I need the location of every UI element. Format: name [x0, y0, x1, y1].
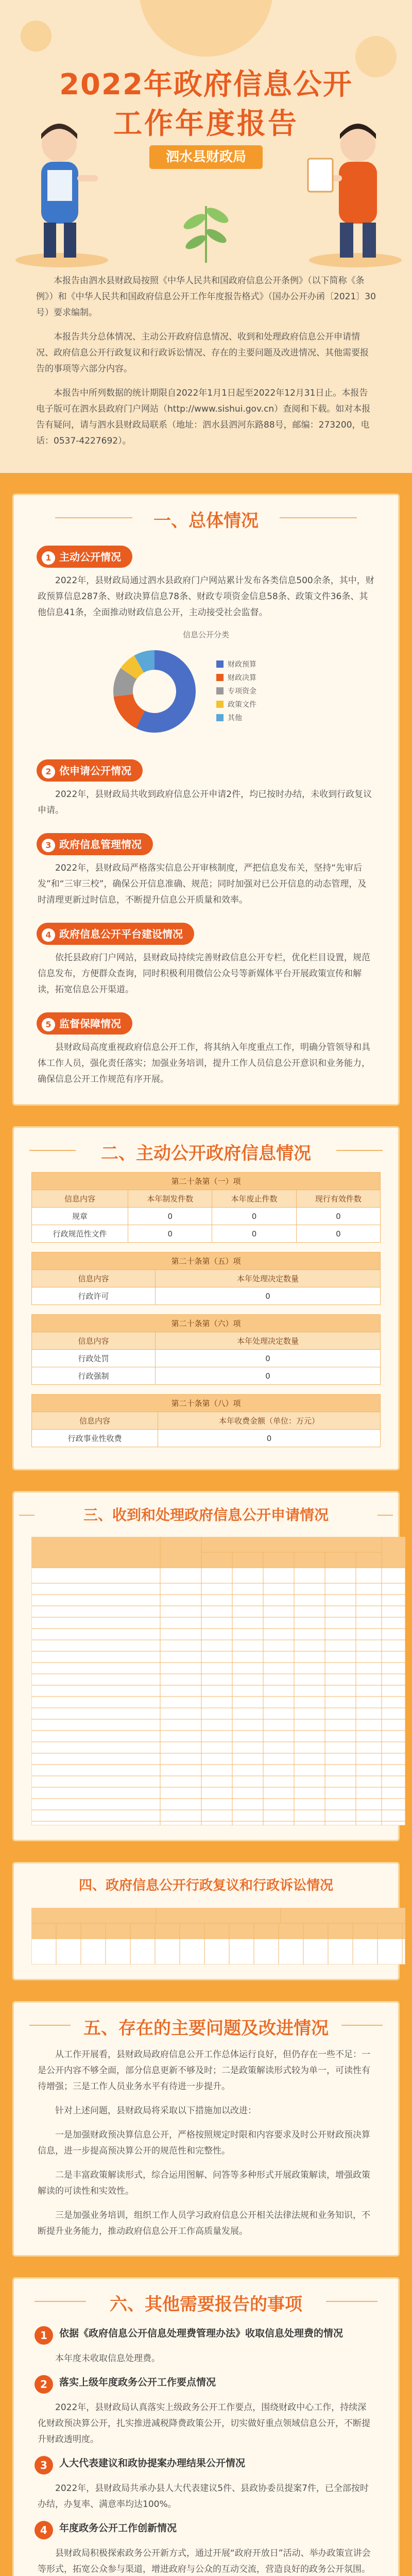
table-cell: 0 [296, 1208, 380, 1225]
bubble-decoration [21, 21, 52, 52]
disclosure-table [31, 1394, 381, 1447]
legend-label: 政策文件 [228, 701, 256, 709]
section-title: 六、其他需要报告的事项 [110, 2294, 302, 2315]
table-title: 第二十条第（五）项 [32, 1252, 381, 1270]
table-cell: 0 [158, 1430, 381, 1447]
table-row [32, 1430, 381, 1447]
section-other-matters [12, 2277, 400, 2576]
table-header: 本年处理决定数量 [155, 1270, 380, 1287]
item-number: 1 [35, 2326, 53, 2345]
subsection-pill: 1 主动公开情况 [37, 546, 132, 568]
table-cell: 行政处罚 [32, 1350, 156, 1367]
table-title: 第二十条第（一）项 [32, 1173, 381, 1190]
item-number: 4 [35, 2521, 53, 2539]
table-title: 第二十条第（八）项 [32, 1395, 381, 1412]
legend-label: 财政预算 [228, 660, 256, 669]
item-number: 3 [35, 2456, 53, 2475]
disclosure-table [31, 1172, 381, 1243]
section-title: 五、存在的主要问题及改进情况 [83, 2018, 329, 2039]
subsection-text: 县财政局高度重视政府信息公开工作，将其纳入年度重点工作，明确分管领导和具体工作人员，强化责任落实；加强业务培训，提升工作人员信息公开意识和业务能力，确保信息公开工作规范有序开展。 [38, 1042, 370, 1084]
item-title: 落实上级年度政务公开工作要点情况 [59, 2377, 216, 2388]
section-title: 二、主动公开政府信息情况 [101, 1143, 311, 1164]
applications-table [31, 1537, 405, 1825]
table-header: 本年处理决定数量 [155, 1332, 380, 1350]
subsection-pill: 5 监督保障情况 [37, 1012, 132, 1035]
table-header: 信息内容 [32, 1190, 128, 1208]
table-cell: 0 [155, 1350, 380, 1367]
problems-text: 从工作开展看，县财政局政府信息公开工作总体运行良好，但仍存在一些不足：一是公开内容不够全面，部分信息更新不够及时；二是政策解读形式较为单一，可读性有待增强；三是工作人员业务水平有待进一步提升。 [38, 2049, 370, 2092]
problems-text: 针对上述问题，县财政局将采取以下措施加以改进： [55, 2106, 256, 2116]
person-illustration-left [10, 108, 113, 268]
sun-decoration [139, 0, 273, 57]
table-cell: 0 [128, 1208, 212, 1225]
pie-chart [14, 629, 398, 745]
disclosure-tables [14, 1172, 398, 1469]
pie-title: 信息公开分类 [182, 630, 229, 639]
report-title-line1: 2022年政府信息公开 [59, 68, 353, 101]
legend-swatch [216, 701, 224, 708]
legend-swatch [216, 687, 224, 694]
disclosure-table [31, 1252, 381, 1305]
other-item [35, 2456, 377, 2475]
table-cell: 0 [296, 1225, 380, 1243]
table-title: 第二十条第（六）项 [32, 1315, 381, 1332]
subsection-pill: 3 政府信息管理情况 [37, 833, 153, 855]
table-cell: 规章 [32, 1208, 128, 1225]
intro-paragraph: 本报告共分总体情况、主动公开政府信息情况、收到和处理政府信息公开申请情况、政府信息公开行政复议和行政诉讼情况、存在的主要问题及改进情况、其他需要报告的事项等六部分内容。 [36, 332, 369, 374]
problems-text: 二是丰富政策解读形式，综合运用图解、问答等多种形式开展政策解读，增强政策解读的可读性和实效性。 [38, 2170, 370, 2196]
section-title: 三、收到和处理政府信息公开申请情况 [83, 1506, 329, 1523]
table-row [32, 1208, 381, 1225]
item-text: 2022年，县财政局认真落实上级政务公开工作要点，围绕财政中心工作，持续深化财政预决算公开，扎实推进减税降费政策公开，切实做好重点领域信息公开，不断提升财政透明度。 [38, 2402, 370, 2445]
other-item [35, 2521, 377, 2539]
table-header: 本年制发件数 [128, 1190, 212, 1208]
section-overview [12, 494, 400, 1106]
legend-label: 其他 [228, 714, 242, 722]
plant-decoration [154, 185, 258, 263]
item-title: 依据《政府信息公开信息处理费管理办法》收取信息处理费的情况 [59, 2328, 344, 2339]
table-header: 本年收费金额（单位：万元） [158, 1412, 381, 1430]
section-applications [12, 1491, 400, 1841]
table-cell: 0 [155, 1287, 380, 1305]
problems-text: 一是加强财政预决算信息公开，严格按照规定时限和内容要求及时公开财政预决算信息，进一步提高预决算公开的规范性和完整性。 [38, 2130, 370, 2156]
section-title: 四、政府信息公开行政复议和行政诉讼情况 [78, 1878, 333, 1893]
table-row [32, 1287, 381, 1305]
table-cell: 行政强制 [32, 1367, 156, 1385]
table-cell: 行政事业性收费 [32, 1430, 158, 1447]
review-litigation-table [31, 1908, 405, 1964]
table-row [32, 1367, 381, 1385]
legend-label: 财政决算 [228, 674, 256, 682]
table-header: 信息内容 [32, 1412, 158, 1430]
disclosure-table [31, 1314, 381, 1385]
report-subtitle: 泗水县财政局 [149, 145, 263, 169]
section-review-litigation [12, 1862, 400, 1980]
subsection-pill: 4 政府信息公开平台建设情况 [37, 923, 194, 945]
subsection-text: 2022年，县财政局共收到政府信息公开申请2件，均已按时办结，未收到行政复议申请。 [38, 789, 372, 816]
intro-paragraph: 本报告中所列数据的统计期限自2022年1月1日起至2022年12月31日止。本报告电子版可在泗水县政府门户网站（http://www.sishui.gov.cn）查阅和下载。如对本报告有疑问，请与泗水县财政局联系（地址：泗水县泗河东路88号，邮编：273200，电话：0537-4227692）。 [36, 388, 371, 446]
subsection-pill: 2 依申请公开情况 [37, 759, 143, 782]
table-row [32, 1225, 381, 1243]
table-cell: 0 [212, 1225, 296, 1243]
item-text: 县财政局积极探索政务公开新方式，通过开展“政府开放日”活动、举办政策宣讲会等形式，拓宽公众参与渠道，增进政府与公众的互动交流，营造良好的政务公开氛围。 [38, 2548, 371, 2574]
section-proactive-disclosure [12, 1126, 400, 1470]
section-problems [12, 2001, 400, 2257]
intro-paragraph: 本报告由泗水县财政局按照《中华人民共和国政府信息公开条例》（以下简称《条例》）和《中华人民共和国政府信息公开工作年度报告格式》（国办公开办函〔2021〕30号）要求编制。 [36, 276, 376, 318]
report-header [0, 0, 412, 268]
legend-swatch [216, 674, 224, 681]
item-text: 2022年，县财政局共承办县人大代表建议5件、县政协委员提案7件，已全部按时办结，办复率、满意率均达100%。 [38, 2483, 369, 2510]
table-header: 本年废止件数 [212, 1190, 296, 1208]
item-text: 本年度未收取信息处理费。 [55, 2353, 160, 2364]
subsection-text: 依托县政府门户网站，县财政局持续完善财政信息公开专栏，优化栏目设置，规范信息发布，方便群众查询，同时积极利用微信公众号等新媒体平台开展政策宣传和解读，拓宽信息公开渠道。 [38, 953, 370, 995]
item-title: 人大代表建议和政协提案办理结果公开情况 [59, 2458, 246, 2469]
table-cell: 0 [212, 1208, 296, 1225]
subsection-text: 2022年，县财政局严格落实信息公开审核制度，严把信息发布关，坚持“先审后发”和“三审三校”，确保公开信息准确、规范；同时加强对已公开信息的动态管理，及时清理更新过时信息，不断提升信息公开质量和效率。 [38, 863, 367, 905]
table-cell: 行政规范性文件 [32, 1225, 128, 1243]
legend-label: 专项资金 [228, 687, 256, 696]
subsection-text: 2022年，县财政局通过泗水县政府门户网站累计发布各类信息500余条，其中，财政预算信息287条、财政决算信息78条、财政专项资金信息58条、政策文件36条、其他信息41条，全面推动财政信息公开，主动接受社会监督。 [38, 575, 374, 618]
table-header: 信息内容 [32, 1332, 156, 1350]
intro-block [0, 268, 412, 473]
person-illustration-right [304, 103, 407, 268]
table-cell: 行政许可 [32, 1287, 156, 1305]
legend-swatch [216, 660, 224, 668]
item-title: 年度政务公开工作创新情况 [59, 2522, 177, 2534]
table-cell: 0 [128, 1225, 212, 1243]
table-header: 信息内容 [32, 1270, 156, 1287]
pie-chart-svg [98, 640, 314, 743]
section-title: 一、总体情况 [153, 511, 259, 531]
item-number: 2 [35, 2375, 53, 2394]
legend-swatch [216, 714, 224, 721]
other-item [35, 2375, 377, 2394]
other-item [35, 2326, 377, 2345]
table-row [32, 1350, 381, 1367]
report-title-line2: 工作年度报告 [113, 107, 299, 141]
table-header: 现行有效件数 [296, 1190, 380, 1208]
table-cell: 0 [155, 1367, 380, 1385]
problems-text: 三是加强业务培训，组织工作人员学习政府信息公开相关法律法规和业务知识，不断提升业务能力，推动政府信息公开工作高质量发展。 [38, 2210, 370, 2236]
